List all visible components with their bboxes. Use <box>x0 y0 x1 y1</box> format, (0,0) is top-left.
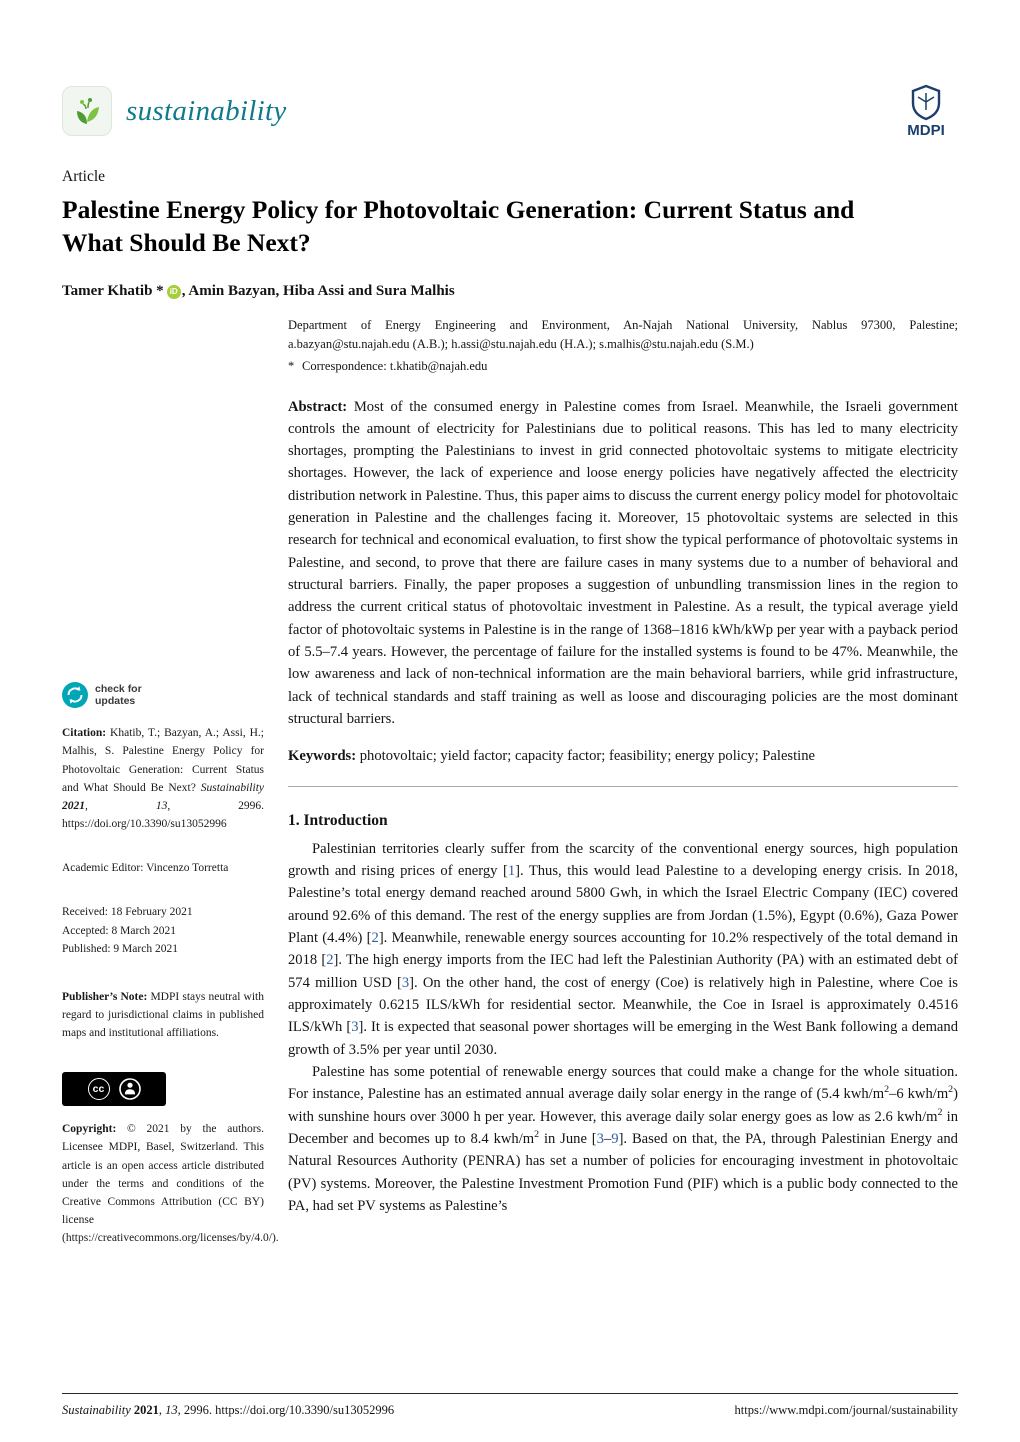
attribution-person-icon <box>119 1078 141 1100</box>
check-updates-label: check for updates <box>95 683 142 708</box>
published-date: Published: 9 March 2021 <box>62 942 178 955</box>
text-segment: (S.M.) <box>717 337 754 351</box>
text-segment: Copyright: <box>62 1123 128 1136</box>
authors-rest: , Amin Bazyan, Hiba Assi and Sura Malhis <box>181 283 455 300</box>
text-segment: Sustainability <box>62 1403 134 1417</box>
citation-block <box>62 724 264 833</box>
footer-journal-url[interactable]: https://www.mdpi.com/journal/sustainability <box>734 1403 958 1417</box>
text-segment: © 2021 by the authors. Licensee MDPI, Basel, Switzerland. This article is an open access article distributed under the terms and conditions of the Creative Commons Attribution (CC BY) license ( <box>62 1123 264 1245</box>
text-segment: 2 <box>534 1129 540 1141</box>
text-segment: Publisher’s Note: <box>62 990 151 1003</box>
text-segment: , 2996. <box>177 1403 216 1417</box>
dates-block <box>62 903 264 957</box>
text-segment: ]. Based on that, the PA, through Palestinian Energy and Natural Resources Authority (PENRA) has set a number of policies for encouraging investment in photovoltaic (PV) systems. Moreover, the Palestine Investment Promotion Fund (PIF) which is a public body connected to the PA, had set PV systems as Palestine’s <box>288 1131 958 1214</box>
mdpi-logo <box>894 84 958 138</box>
ref-9[interactable]: 9 <box>611 1131 619 1148</box>
text-segment: ]. Thus, this would lead Palestine to a developing energy crisis. In 2018, Palestine’s total energy demand reached around 5800 Gwh, in which the Israel Electric Company (IEC) covered around 92.6% of this demand. The rest of the energy supplies are from Jordan (1.5%), Egypt (0.6%), Gaza Power Plant (4.4%) [ <box>288 863 958 947</box>
text-segment: ]. It is expected that seasonal power shortages will be emerging in the West Bank following a demand growth of 3.5% per year until 2030. <box>288 1019 959 1058</box>
text-segment: in December and becomes up to 8.4 kwh/m <box>288 1108 958 1148</box>
text-segment: 13 <box>165 1403 178 1417</box>
correspondence <box>288 357 958 376</box>
orcid-icon[interactable]: iD <box>167 285 181 299</box>
text-segment: Department of Energy Engineering and Environment, An-Najah National University, Nablus 97300, Palestine; <box>288 318 958 333</box>
text-segment: Khatib, T.; Bazyan, A.; Assi, H.; Malhis, S. Palestine Energy Policy for Photovoltaic Generation: Current Status and What Should Be Next? <box>62 727 264 794</box>
doi-link[interactable]: https://doi.org/10.3390/su13052996 <box>215 1403 395 1417</box>
sidebar <box>62 316 279 1247</box>
ref-3[interactable]: 3 <box>401 974 410 991</box>
intro-paragraph-1 <box>288 838 958 1061</box>
text-segment: 13 <box>155 799 168 812</box>
ref-3[interactable]: 3 <box>351 1019 359 1036</box>
text-segment: ]. The high energy imports from the IEC had left the Palestinian Authority (PA) with an estimated debt of 574 million USD [ <box>288 952 958 991</box>
mdpi-wordmark: MDPI <box>907 122 945 138</box>
email-link[interactable]: s.malhis@stu.najah.edu <box>599 337 718 351</box>
correspondence-text <box>302 357 487 376</box>
keywords <box>288 745 958 767</box>
section-divider <box>288 786 958 787</box>
text-segment: photovoltaic; yield factor; capacity factor; feasibility; energy policy; Palestine <box>359 748 815 765</box>
text-segment: Keywords: <box>288 748 360 765</box>
mdpi-badge-icon <box>894 84 958 138</box>
ref-2[interactable]: 2 <box>326 952 334 969</box>
text-segment: –6 kwh/m <box>889 1086 949 1103</box>
sidebar-spacer <box>62 316 264 682</box>
license-link[interactable]: https://creativecommons.org/licenses/by/4.0/ <box>65 1232 272 1245</box>
text-segment: (H.A.); <box>556 337 600 351</box>
page-header <box>62 0 958 138</box>
text-segment: ). <box>271 1232 279 1245</box>
journal-logo <box>62 86 287 136</box>
text-segment: Palestinian territories clearly suffer from the scarcity of the conventional energy sources, high population growth and rising prices of energy [ <box>288 840 958 880</box>
article-type-label: Article <box>62 168 106 185</box>
text-segment: in June [ <box>539 1131 597 1148</box>
text-segment: 2 <box>884 1084 890 1096</box>
text-segment: 2021 <box>62 799 85 812</box>
publishers-note <box>62 988 264 1042</box>
text-segment: Most of the consumed energy in Palestine comes from Israel. Meanwhile, the Israeli government controls the amount of electricity for Palestinians due to political reasons. This has led to many electricity shortages, prompting the Palestinians to invest in grid connected photovoltaic systems to mitigate electricity shortages. However, the lack of experience and loose energy policies have negatively affected the electricity distribution network in Palestine. Thus, this paper aims to discuss the current energy policy model for photovoltaic generation in Palestine and the challenges facing it. Moreover, 15 photovoltaic systems are selected in this research for technical and economical evaluation, to first show the typical performance of photovoltaic systems in Palestine, and second, to prove that there are failure cases in many systems due to a number of behavioral and structural barriers. Finally, the paper proposes a suggestion of unbundling transmission lines in the region to address the current critical status of photovoltaic investment in Palestine. As a result, the typical average yield factor of photovoltaic systems in Palestine is in the range of 1368–1816 kWh/kWp per year with a payback period of 5.5–7.4 years. However, the percentage of failure for the installed systems is found to be 47%. Meanwhile, the low awareness and lack of non-technical information are the main behavioral barriers, while grid infrastructure, lack of technical standards and staff training as well as loose and discouraging policies are the most dominant structural barriers. <box>288 398 958 728</box>
text-segment: ]. On the other hand, the cost of energy (Coe) is relatively high in Palestine, where Coe is approximately 0.6215 ILS/kWh for residential sector. Meanwhile, the Coe in Israel is approximately 0.4516 ILS/kWh [ <box>288 974 958 1036</box>
content-columns <box>62 316 958 1247</box>
main-column <box>288 316 958 1247</box>
author-lead: Tamer Khatib * <box>62 283 164 300</box>
journal-name: sustainability <box>126 94 287 127</box>
authors-line <box>62 283 958 300</box>
text-segment: (A.B.); <box>409 337 452 351</box>
text-segment: 2021 <box>133 1403 159 1417</box>
ref-2[interactable]: 2 <box>371 930 379 947</box>
section-heading-introduction: 1. Introduction <box>288 811 388 829</box>
text-segment: Palestine has some potential of renewable energy sources that could make a change for the whole situation. For instance, Palestine has an estimated annual average daily solar energy in the range of (5.4 kwh/m <box>288 1064 958 1103</box>
text-segment: MDPI stays neutral with regard to jurisdictional claims in published maps and institutional affiliations. <box>62 990 264 1040</box>
crossmark-icon <box>62 682 88 708</box>
text-segment: ]. Meanwhile, renewable energy sources accounting for 10.2% respectively of the total demand in 2018 [ <box>288 930 958 969</box>
ref-1[interactable]: 1 <box>507 863 516 880</box>
affiliation <box>288 316 958 354</box>
text-segment: 2 <box>937 1106 943 1118</box>
academic-editor: Academic Editor: Vincenzo Torretta <box>62 862 229 875</box>
text-segment: Correspondence: <box>302 358 390 373</box>
leaf-icon <box>70 94 104 128</box>
text-segment: – <box>603 1131 612 1148</box>
received-date: Received: 18 February 2021 <box>62 906 193 919</box>
footer-citation <box>62 1403 394 1418</box>
text-segment: Citation: <box>62 727 111 740</box>
ref-3[interactable]: 3 <box>596 1131 604 1148</box>
abstract <box>288 396 958 731</box>
page-title: Palestine Energy Policy for Photovoltaic Generation: Current Status and What Should Be Next? <box>62 195 855 257</box>
text-segment: Abstract: <box>288 398 354 415</box>
text-segment: ) with sunshine hours over 3000 h per year. However, this average daily solar energy goes as low as 2.6 kwh/m <box>288 1086 958 1125</box>
text-segment: , 2996. <box>167 799 264 812</box>
journal-cover-icon <box>62 86 112 136</box>
copyright-notice <box>62 1120 279 1247</box>
text-segment: 2 <box>948 1084 954 1096</box>
email-link[interactable]: h.assi@stu.najah.edu <box>451 337 557 351</box>
text-segment: , <box>85 799 156 812</box>
check-updates-badge[interactable] <box>62 682 180 708</box>
correspondence-star: * <box>288 358 295 373</box>
cc-license-badge[interactable] <box>62 1072 166 1106</box>
doi-link[interactable]: https://doi.org/10.3390/su13052996 <box>62 818 227 831</box>
email-link[interactable]: a.bazyan@stu.najah.edu <box>288 337 410 351</box>
email-link[interactable]: t.khatib@najah.edu <box>389 358 488 373</box>
cc-icon: cc <box>88 1078 110 1100</box>
footer <box>62 1393 958 1418</box>
text-segment: , <box>158 1403 166 1417</box>
intro-paragraph-2 <box>288 1061 958 1217</box>
text-segment: Sustainability <box>200 781 264 794</box>
accepted-date: Accepted: 8 March 2021 <box>62 924 177 937</box>
